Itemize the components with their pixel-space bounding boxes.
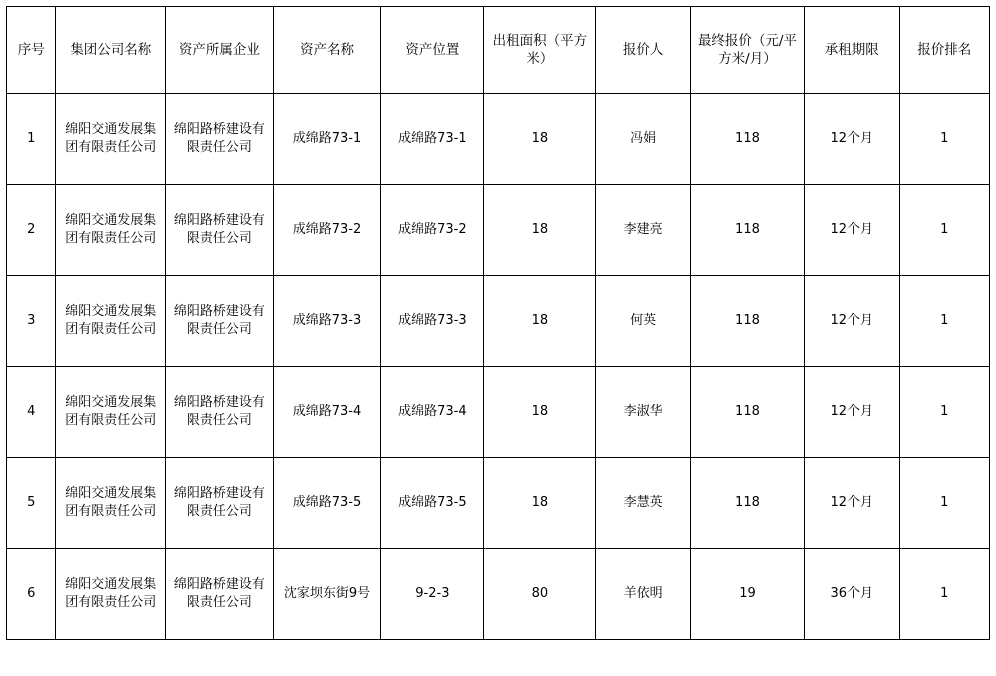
- cell-lease-term: 36个月: [804, 549, 899, 640]
- cell-area: 18: [484, 458, 596, 549]
- cell-group-company: 绵阳交通发展集团有限责任公司: [56, 94, 166, 185]
- cell-rank: 1: [899, 367, 989, 458]
- cell-final-price: 118: [690, 367, 804, 458]
- cell-asset-name: 成绵路73-2: [273, 185, 381, 276]
- cell-asset-name: 成绵路73-3: [273, 276, 381, 367]
- column-header-area: 出租面积（平方米）: [484, 7, 596, 94]
- cell-final-price: 118: [690, 276, 804, 367]
- cell-asset-name: 成绵路73-4: [273, 367, 381, 458]
- cell-asset-location: 成绵路73-2: [381, 185, 484, 276]
- table-row: [7, 185, 990, 276]
- cell-asset-location: 9-2-3: [381, 549, 484, 640]
- cell-asset-owner: 绵阳路桥建设有限责任公司: [166, 185, 274, 276]
- cell-index: 2: [7, 185, 56, 276]
- column-header-bidder: 报价人: [596, 7, 691, 94]
- cell-lease-term: 12个月: [804, 185, 899, 276]
- column-header-rank: 报价排名: [899, 7, 989, 94]
- cell-index: 6: [7, 549, 56, 640]
- cell-final-price: 118: [690, 94, 804, 185]
- column-header-index: 序号: [7, 7, 56, 94]
- cell-bidder: 何英: [596, 276, 691, 367]
- column-header-final-price: 最终报价（元/平方米/月）: [690, 7, 804, 94]
- cell-rank: 1: [899, 94, 989, 185]
- table-row: [7, 94, 990, 185]
- cell-asset-owner: 绵阳路桥建设有限责任公司: [166, 549, 274, 640]
- cell-bidder: 羊依明: [596, 549, 691, 640]
- column-header-group-company: 集团公司名称: [56, 7, 166, 94]
- table-row: [7, 458, 990, 549]
- cell-asset-name: 成绵路73-5: [273, 458, 381, 549]
- cell-bidder: 冯娟: [596, 94, 691, 185]
- cell-group-company: 绵阳交通发展集团有限责任公司: [56, 367, 166, 458]
- cell-lease-term: 12个月: [804, 276, 899, 367]
- cell-rank: 1: [899, 549, 989, 640]
- cell-bidder: 李淑华: [596, 367, 691, 458]
- table-row: [7, 276, 990, 367]
- cell-final-price: 118: [690, 185, 804, 276]
- cell-area: 80: [484, 549, 596, 640]
- cell-index: 5: [7, 458, 56, 549]
- cell-area: 18: [484, 94, 596, 185]
- cell-asset-location: 成绵路73-5: [381, 458, 484, 549]
- cell-group-company: 绵阳交通发展集团有限责任公司: [56, 458, 166, 549]
- column-header-asset-location: 资产位置: [381, 7, 484, 94]
- cell-area: 18: [484, 276, 596, 367]
- cell-rank: 1: [899, 185, 989, 276]
- cell-bidder: 李建亮: [596, 185, 691, 276]
- cell-group-company: 绵阳交通发展集团有限责任公司: [56, 276, 166, 367]
- bid-results-table: [6, 6, 990, 640]
- cell-asset-location: 成绵路73-3: [381, 276, 484, 367]
- cell-final-price: 118: [690, 458, 804, 549]
- cell-rank: 1: [899, 276, 989, 367]
- table-row: [7, 367, 990, 458]
- cell-group-company: 绵阳交通发展集团有限责任公司: [56, 185, 166, 276]
- table-body: [7, 94, 990, 640]
- cell-rank: 1: [899, 458, 989, 549]
- cell-final-price: 19: [690, 549, 804, 640]
- cell-asset-owner: 绵阳路桥建设有限责任公司: [166, 367, 274, 458]
- cell-area: 18: [484, 367, 596, 458]
- table-header-row: [7, 7, 990, 94]
- cell-asset-name: 沈家坝东街9号: [273, 549, 381, 640]
- column-header-lease-term: 承租期限: [804, 7, 899, 94]
- cell-group-company: 绵阳交通发展集团有限责任公司: [56, 549, 166, 640]
- cell-index: 3: [7, 276, 56, 367]
- cell-bidder: 李慧英: [596, 458, 691, 549]
- cell-lease-term: 12个月: [804, 367, 899, 458]
- table-row: [7, 549, 990, 640]
- cell-asset-location: 成绵路73-4: [381, 367, 484, 458]
- column-header-asset-name: 资产名称: [273, 7, 381, 94]
- cell-index: 1: [7, 94, 56, 185]
- table-header: [7, 7, 990, 94]
- cell-asset-owner: 绵阳路桥建设有限责任公司: [166, 458, 274, 549]
- cell-index: 4: [7, 367, 56, 458]
- cell-area: 18: [484, 185, 596, 276]
- cell-asset-name: 成绵路73-1: [273, 94, 381, 185]
- cell-asset-location: 成绵路73-1: [381, 94, 484, 185]
- column-header-asset-owner: 资产所属企业: [166, 7, 274, 94]
- cell-asset-owner: 绵阳路桥建设有限责任公司: [166, 276, 274, 367]
- cell-asset-owner: 绵阳路桥建设有限责任公司: [166, 94, 274, 185]
- cell-lease-term: 12个月: [804, 458, 899, 549]
- cell-lease-term: 12个月: [804, 94, 899, 185]
